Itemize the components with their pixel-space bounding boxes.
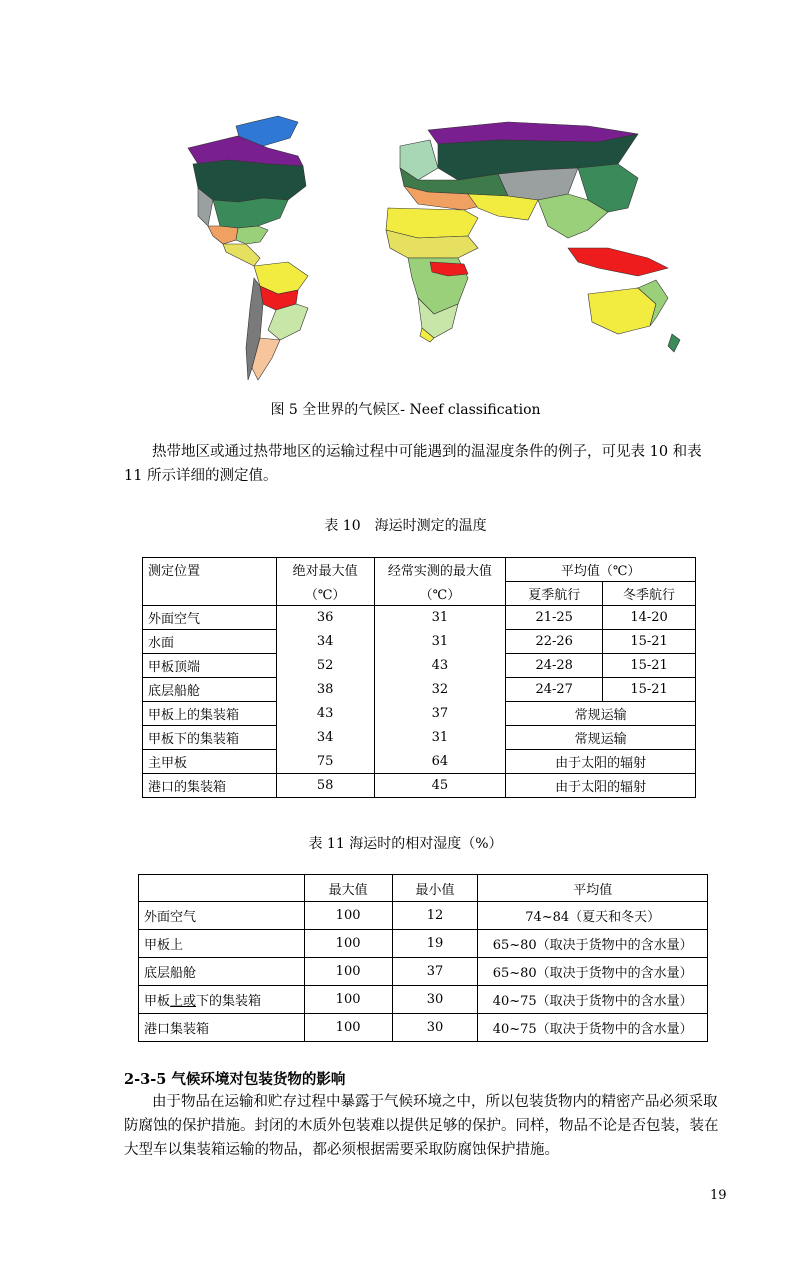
table-row: [139, 986, 708, 1014]
table10-header-absmax: 绝对最大值: [276, 558, 374, 582]
table10-header-oftenmax: 经常实测的最大值: [374, 558, 506, 582]
row-winter: 15-21: [603, 678, 696, 702]
row-avg: 74~84（夏天和冬天）: [478, 902, 708, 930]
row-location: 甲板顶端: [143, 654, 277, 678]
table-row: [139, 1014, 708, 1042]
row-oftenmax: 31: [374, 606, 506, 630]
row-summer: 22-26: [506, 630, 603, 654]
table10-header-oftenmax-unit: （℃）: [374, 582, 506, 606]
row-location: 主甲板: [143, 750, 277, 774]
row-avg: 40~75（取决于货物中的含水量）: [478, 986, 708, 1014]
row-location-part: 甲板: [144, 994, 171, 1009]
table10-header-avg: 平均值（℃）: [506, 558, 696, 582]
row-absmax: 43: [276, 702, 374, 726]
section-heading: 2-3-5 气候环境对包装货物的影响: [124, 1071, 346, 1088]
na-temperate: [213, 198, 288, 228]
row-location-part: 下的集装箱: [196, 994, 262, 1009]
row-absmax: 34: [276, 630, 374, 654]
table10-caption: 表 10 海运时测定的温度: [324, 518, 487, 534]
row-summer: 24-28: [506, 654, 603, 678]
table10-header-winter: 冬季航行: [603, 582, 696, 606]
figure-caption: 图 5 全世界的气候区- Neef classification: [270, 402, 541, 418]
row-max: 100: [304, 930, 392, 958]
row-location: 甲板下的集装箱: [143, 726, 277, 750]
row-absmax: 34: [276, 726, 374, 750]
row-absmax: 36: [276, 606, 374, 630]
table10-header-blank: [143, 582, 277, 606]
section-body: [124, 1090, 724, 1162]
row-avg: 65~80（取决于货物中的含水量）: [478, 958, 708, 986]
table-row: [143, 726, 696, 750]
table11-header-min: 最小值: [392, 875, 478, 902]
table10-header-absmax-unit: （℃）: [276, 582, 374, 606]
row-note: 常规运输: [506, 726, 696, 750]
row-min: 30: [392, 986, 478, 1014]
row-oftenmax: 31: [374, 726, 506, 750]
world-climate-map: [168, 108, 728, 390]
row-max: 100: [304, 902, 392, 930]
row-absmax: 75: [276, 750, 374, 774]
row-location: 港口集装箱: [139, 1014, 305, 1042]
row-summer: 24-27: [506, 678, 603, 702]
new-zealand: [668, 334, 680, 352]
table-row: [143, 774, 696, 798]
na-southwest: [208, 226, 238, 244]
row-summer: 21-25: [506, 606, 603, 630]
row-note: 常规运输: [506, 702, 696, 726]
intro-text: 热带地区或通过热带地区的运输过程中可能遇到的温湿度条件的例子，可见表 10 和表 11 所示详细的测定值。: [124, 444, 702, 484]
row-location: 甲板上的集装箱: [143, 702, 277, 726]
table-row: [143, 678, 696, 702]
row-min: 37: [392, 958, 478, 986]
table11-header-avg: 平均值: [478, 875, 708, 902]
row-max: 100: [304, 986, 392, 1014]
na-southeast: [236, 226, 268, 244]
table-row: [143, 606, 696, 630]
table-row: [139, 930, 708, 958]
row-location: 外面空气: [139, 902, 305, 930]
row-winter: 15-21: [603, 654, 696, 678]
table-row: [143, 654, 696, 678]
intro-paragraph: [124, 440, 724, 488]
central-america: [223, 244, 260, 266]
row-oftenmax: 43: [374, 654, 506, 678]
row-absmax: 38: [276, 678, 374, 702]
table10-header-location: 测定位置: [143, 558, 277, 582]
table-row: [139, 958, 708, 986]
row-oftenmax: 31: [374, 630, 506, 654]
row-location: 水面: [143, 630, 277, 654]
table11-header-blank: [139, 875, 305, 902]
row-max: 100: [304, 958, 392, 986]
row-note: 由于太阳的辐射: [506, 774, 696, 798]
table11-header-max: 最大值: [304, 875, 392, 902]
row-location: 甲板上: [139, 930, 305, 958]
row-oftenmax: 37: [374, 702, 506, 726]
row-max: 100: [304, 1014, 392, 1042]
se-asia-islands: [568, 248, 668, 276]
row-avg: 40~75（取决于货物中的含水量）: [478, 1014, 708, 1042]
na-boreal: [193, 160, 306, 202]
row-winter: 14-20: [603, 606, 696, 630]
row-avg: 65~80（取决于货物中的含水量）: [478, 930, 708, 958]
table10-header-summer: 夏季航行: [506, 582, 603, 606]
row-location-underlined: 上或: [170, 994, 197, 1009]
page-number: 19: [710, 1188, 727, 1203]
table10-temperature: [142, 557, 696, 798]
row-oftenmax: 45: [374, 774, 506, 798]
row-min: 12: [392, 902, 478, 930]
row-min: 19: [392, 930, 478, 958]
row-absmax: 52: [276, 654, 374, 678]
section-body-text: 由于物品在运输和贮存过程中暴露于气候环境之中，所以包装货物内的精密产品必须采取防腐蚀的保护措施。封闭的木质外包装难以提供足够的保护。同样，物品不论是否包装，装在大型车以集装箱运输的物品，都必须根据需要采取防腐蚀保护措施。: [124, 1094, 719, 1158]
row-note: 由于太阳的辐射: [506, 750, 696, 774]
row-location: [139, 986, 305, 1014]
row-absmax: 58: [276, 774, 374, 798]
table-row: [143, 750, 696, 774]
table-row: [143, 630, 696, 654]
row-oftenmax: 64: [374, 750, 506, 774]
row-winter: 15-21: [603, 630, 696, 654]
row-location: 外面空气: [143, 606, 277, 630]
row-location: 底层船舱: [139, 958, 305, 986]
row-oftenmax: 32: [374, 678, 506, 702]
table11-caption: 表 11 海运时的相对湿度（%）: [308, 836, 503, 852]
table11-humidity: [138, 874, 708, 1042]
row-min: 30: [392, 1014, 478, 1042]
row-location: 底层船舱: [143, 678, 277, 702]
table-row: [139, 902, 708, 930]
row-location: 港口的集装箱: [143, 774, 277, 798]
table-row: [143, 702, 696, 726]
